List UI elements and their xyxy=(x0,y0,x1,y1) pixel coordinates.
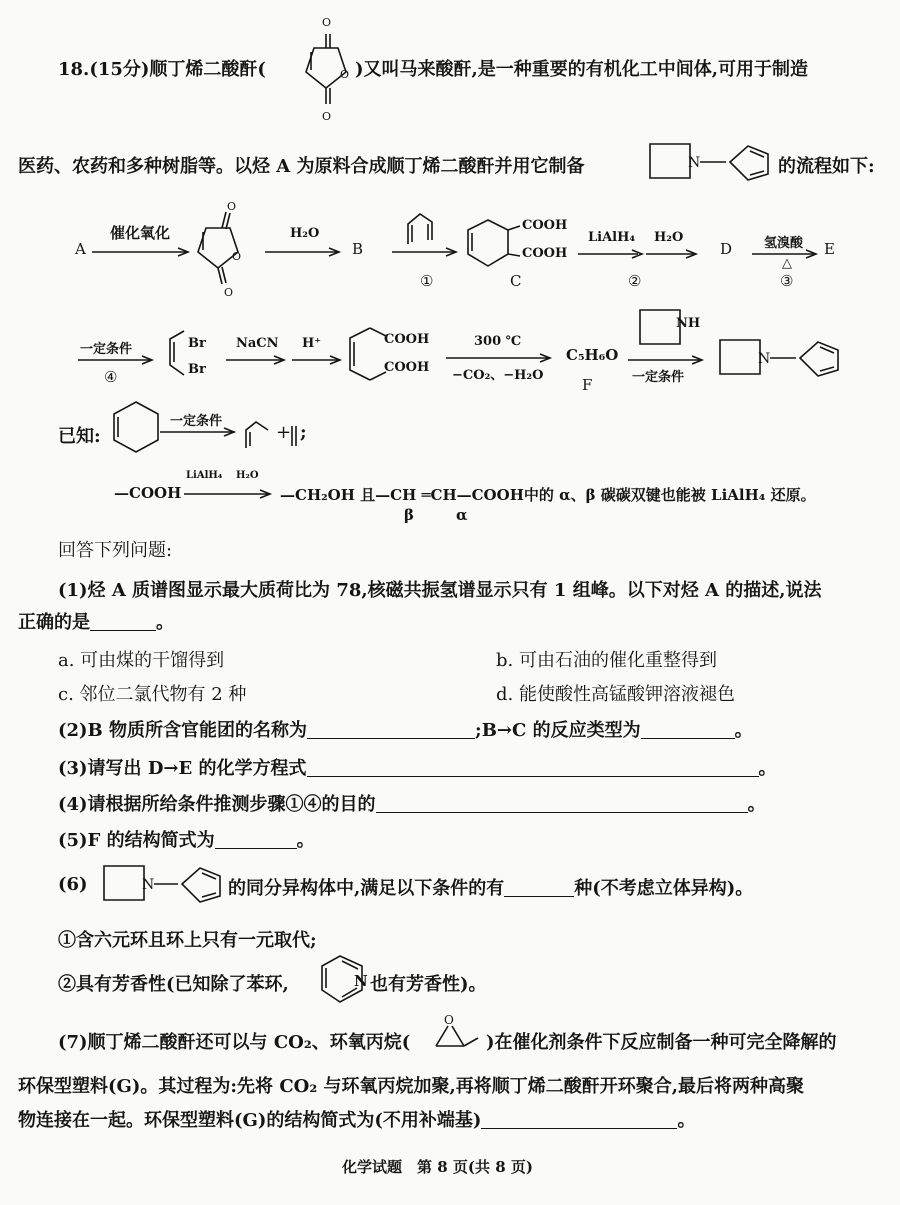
pyridine-structure xyxy=(318,952,378,1010)
q6-product-structure xyxy=(98,854,238,914)
compound-F: F xyxy=(582,376,593,394)
arrow xyxy=(392,248,462,258)
propylene-oxide-structure xyxy=(426,1012,486,1056)
arrow xyxy=(226,356,346,366)
svg-text:O: O xyxy=(232,250,242,263)
maleic-anhydride-flow xyxy=(192,198,252,298)
q1-text2: 正确的是 。 xyxy=(18,612,174,633)
step-1-label: ① xyxy=(420,272,434,290)
svg-text:O: O xyxy=(227,200,237,213)
q7-line3: 物连接在一起。环保型塑料(G)的结构简式为(不用补端基) 。 xyxy=(18,1110,696,1131)
bromine-label: Br xyxy=(188,362,206,377)
q1-option-d: d. 能使酸性高锰酸钾溶液褪色 xyxy=(496,684,735,705)
q5: (5)F 的结构简式为 。 xyxy=(58,830,315,851)
q4-blank-purpose[interactable] xyxy=(376,794,748,813)
pyridine-n-label: N xyxy=(354,972,368,990)
q1-option-b: b. 可由石油的催化重整得到 xyxy=(496,650,717,671)
target-product-structure xyxy=(640,132,780,192)
compound-A: A xyxy=(75,240,86,258)
svg-text:N: N xyxy=(142,877,155,893)
beta-label: β xyxy=(404,506,414,524)
intro-line2-tail: 的流程如下: xyxy=(778,156,875,177)
svg-text:N: N xyxy=(688,155,701,171)
q7-text-a: (7)顺丁烯二酸酐还可以与 CO₂、环氧丙烷( xyxy=(58,1032,411,1053)
reagent-water: H₂O xyxy=(290,226,320,241)
cooh-label: COOH xyxy=(522,246,568,261)
q6-blank-count[interactable] xyxy=(504,878,574,897)
q6-condition-1: ①含六元环且环上只有一元取代; xyxy=(58,930,317,951)
q5-blank-structure[interactable] xyxy=(215,830,297,849)
q2-blank-functional-group[interactable] xyxy=(307,720,475,739)
q3: (3)请写出 D→E 的化学方程式 。 xyxy=(58,758,777,779)
known-line2-cooh: —COOH xyxy=(114,484,182,502)
plus-sign: + xyxy=(276,422,292,443)
step-4-label: ④ xyxy=(104,368,118,386)
cooh-label: COOH xyxy=(384,332,430,347)
question-header: 18.(15分)顺丁烯二酸酐( xyxy=(58,59,266,80)
q1-text: (1)烃 A 质谱图显示最大质荷比为 78,核磁共振氢谱显示只有 1 组峰。以下对烃 A 的描述,说法 xyxy=(58,580,822,601)
reagent-hbr: 氢溴酸 xyxy=(764,236,804,251)
arrow xyxy=(628,356,708,366)
arrow xyxy=(446,354,556,364)
page-footer: 化学试题 第 8 页(共 8 页) xyxy=(342,1158,533,1176)
compound-C: C xyxy=(510,272,522,290)
nh-label: NH xyxy=(676,316,701,331)
q6-text: 的同分异构体中,满足以下条件的有 种(不考虑立体异构)。 xyxy=(228,878,754,899)
q2-blank-reaction-type[interactable] xyxy=(641,720,735,739)
bromine-label: Br xyxy=(188,336,206,351)
heat-symbol: △ xyxy=(782,256,792,271)
final-product-structure xyxy=(710,328,850,388)
compound-E: E xyxy=(824,240,835,258)
known-label: 已知: xyxy=(58,426,101,447)
reagent-lialh4: LiAlH₄ xyxy=(588,230,636,245)
q6-condition-2b: 也有芳香性)。 xyxy=(370,974,487,995)
compound-B: B xyxy=(352,240,364,258)
oxygen-label: O xyxy=(340,68,350,81)
q1-option-a: a. 可由煤的干馏得到 xyxy=(58,650,225,671)
q1-answer-blank[interactable] xyxy=(90,612,156,631)
oxygen-label: O xyxy=(322,110,332,123)
arrow xyxy=(160,428,240,438)
reagent-acid: H⁺ xyxy=(302,336,322,351)
arrow xyxy=(92,248,192,258)
q7-blank-structure[interactable] xyxy=(481,1110,677,1129)
reagent-catalytic-oxidation: 催化氧化 xyxy=(110,224,171,242)
reagent-condition: 一定条件 xyxy=(632,370,685,385)
semicolon: ; xyxy=(300,422,307,443)
q4: (4)请根据所给条件推测步骤①④的目的 。 xyxy=(58,794,766,815)
reagent-decarboxylation: −CO₂、−H₂O xyxy=(452,368,544,383)
cyclohexene-structure xyxy=(108,398,168,458)
reagent-water: H₂O xyxy=(654,230,684,245)
q7-text-b: )在催化剂条件下反应制备一种可完全降解的 xyxy=(486,1032,837,1053)
reagent-nacn: NaCN xyxy=(236,336,279,351)
step-3-label: ③ xyxy=(780,272,794,290)
q7-line2: 环保型塑料(G)。其过程为:先将 CO₂ 与环氧丙烷加聚,再将顺丁烯二酸酐开环聚合,最后将两种高聚 xyxy=(18,1076,805,1097)
q2: (2)B 物质所含官能团的名称为 ;B→C 的反应类型为 。 xyxy=(58,720,753,741)
compound-D: D xyxy=(720,240,733,258)
cooh-label: COOH xyxy=(384,360,430,375)
butadiene-structure xyxy=(402,200,442,250)
q6-number: (6) xyxy=(58,874,88,895)
intro-tail: )又叫马来酸酐,是一种重要的有机化工中间体,可用于制造 xyxy=(355,59,809,80)
reagent-water: H₂O xyxy=(236,470,259,481)
reagent-temperature: 300 ℃ xyxy=(474,334,522,349)
reagent-lialh4: LiAlH₄ xyxy=(186,470,223,481)
known-line2-text: —CH₂OH 且—CH ═CH—COOH中的 α、β 碳碳双键也能被 LiAlH₄ 还原。 xyxy=(280,486,816,504)
alpha-label: α xyxy=(456,506,468,524)
arrow xyxy=(578,250,698,260)
step-2-label: ② xyxy=(628,272,642,290)
q6-condition-2a: ②具有芳香性(已知除了苯环, xyxy=(58,974,289,995)
cooh-label: COOH xyxy=(522,218,568,233)
q3-blank-equation[interactable] xyxy=(307,758,759,777)
intro-line2: 医药、农药和多种树脂等。以烃 A 为原料合成顺丁烯二酸酐并用它制备 xyxy=(18,156,585,177)
arrow xyxy=(78,356,158,366)
arrow xyxy=(265,248,345,258)
oxygen-label: O xyxy=(322,16,332,29)
arrow xyxy=(184,490,274,500)
reagent-condition: 一定条件 xyxy=(80,342,133,357)
maleic-anhydride-structure xyxy=(300,12,360,122)
compound-F-formula: C₅H₆O xyxy=(566,346,619,364)
svg-text:N: N xyxy=(758,351,771,367)
answer-intro: 回答下列问题: xyxy=(58,540,173,561)
reagent-condition: 一定条件 xyxy=(170,414,223,429)
q1-option-c: c. 邻位二氯代物有 2 种 xyxy=(58,684,247,705)
svg-text:O: O xyxy=(444,1013,454,1027)
svg-text:O: O xyxy=(224,286,234,299)
